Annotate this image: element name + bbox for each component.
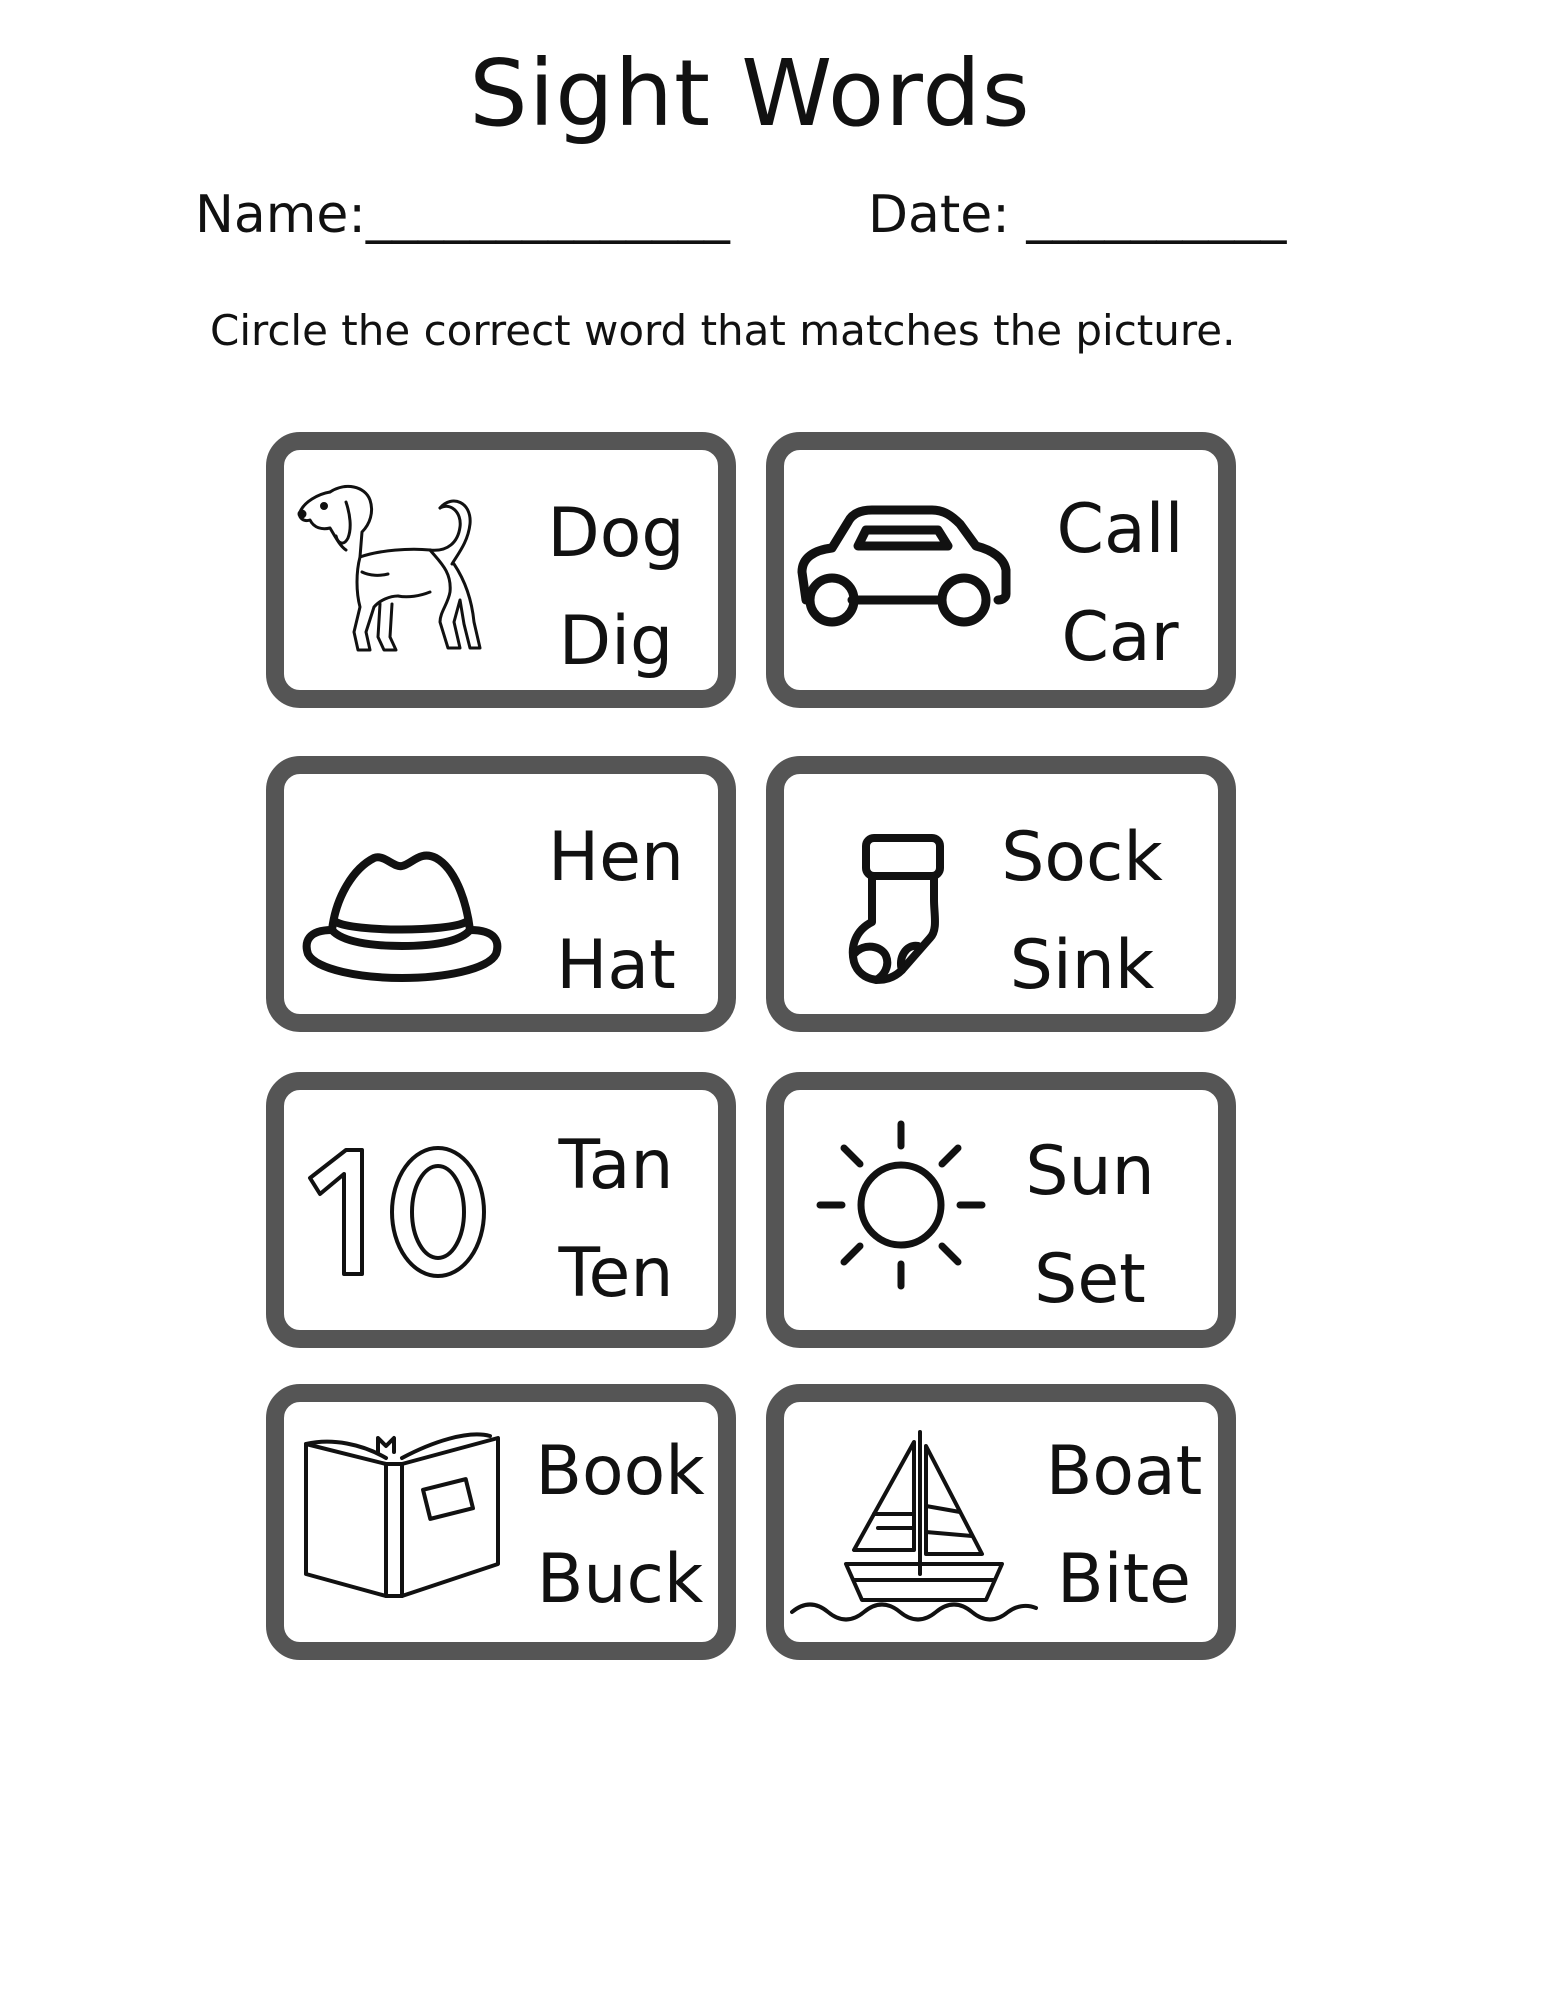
word-card-dog	[266, 432, 736, 708]
car-icon	[792, 502, 1012, 632]
name-field[interactable]: Name:______________	[195, 185, 730, 245]
word-option[interactable]: Hen	[547, 818, 685, 897]
sailboat-icon	[790, 1424, 1040, 1624]
word-option[interactable]: Ten	[558, 1234, 674, 1313]
instructions-text: Circle the correct word that matches the picture.	[210, 306, 1236, 355]
word-option[interactable]: Dig	[558, 602, 674, 681]
word-option[interactable]: Hat	[556, 926, 676, 1005]
word-option[interactable]: Book	[535, 1432, 705, 1511]
word-option[interactable]: Tan	[558, 1126, 674, 1205]
word-option[interactable]: Sun	[1025, 1132, 1155, 1211]
word-card-car	[766, 432, 1236, 708]
word-option[interactable]: Boat	[1045, 1432, 1203, 1511]
word-card-sock	[766, 756, 1236, 1032]
word-card-hat	[266, 756, 736, 1032]
word-option[interactable]: Call	[1056, 490, 1184, 569]
word-option[interactable]: Sock	[1001, 818, 1163, 897]
sock-icon	[846, 830, 946, 990]
date-field[interactable]: Date: __________	[868, 185, 1287, 245]
word-option[interactable]: Car	[1061, 598, 1179, 677]
sun-icon	[816, 1120, 986, 1290]
word-card-book	[266, 1384, 736, 1660]
word-option[interactable]: Dog	[547, 494, 685, 573]
dog-icon	[290, 472, 510, 662]
page-title: Sight Words	[469, 40, 1031, 147]
word-card-ten	[266, 1072, 736, 1348]
word-option[interactable]: Set	[1034, 1240, 1146, 1319]
number-ten-icon	[300, 1144, 500, 1284]
word-card-boat	[766, 1384, 1236, 1660]
word-option[interactable]: Buck	[536, 1540, 704, 1619]
word-option[interactable]: Sink	[1009, 926, 1155, 1005]
word-option[interactable]: Bite	[1056, 1540, 1192, 1619]
book-icon	[302, 1424, 502, 1604]
word-card-sun	[766, 1072, 1236, 1348]
hat-icon	[302, 846, 502, 986]
